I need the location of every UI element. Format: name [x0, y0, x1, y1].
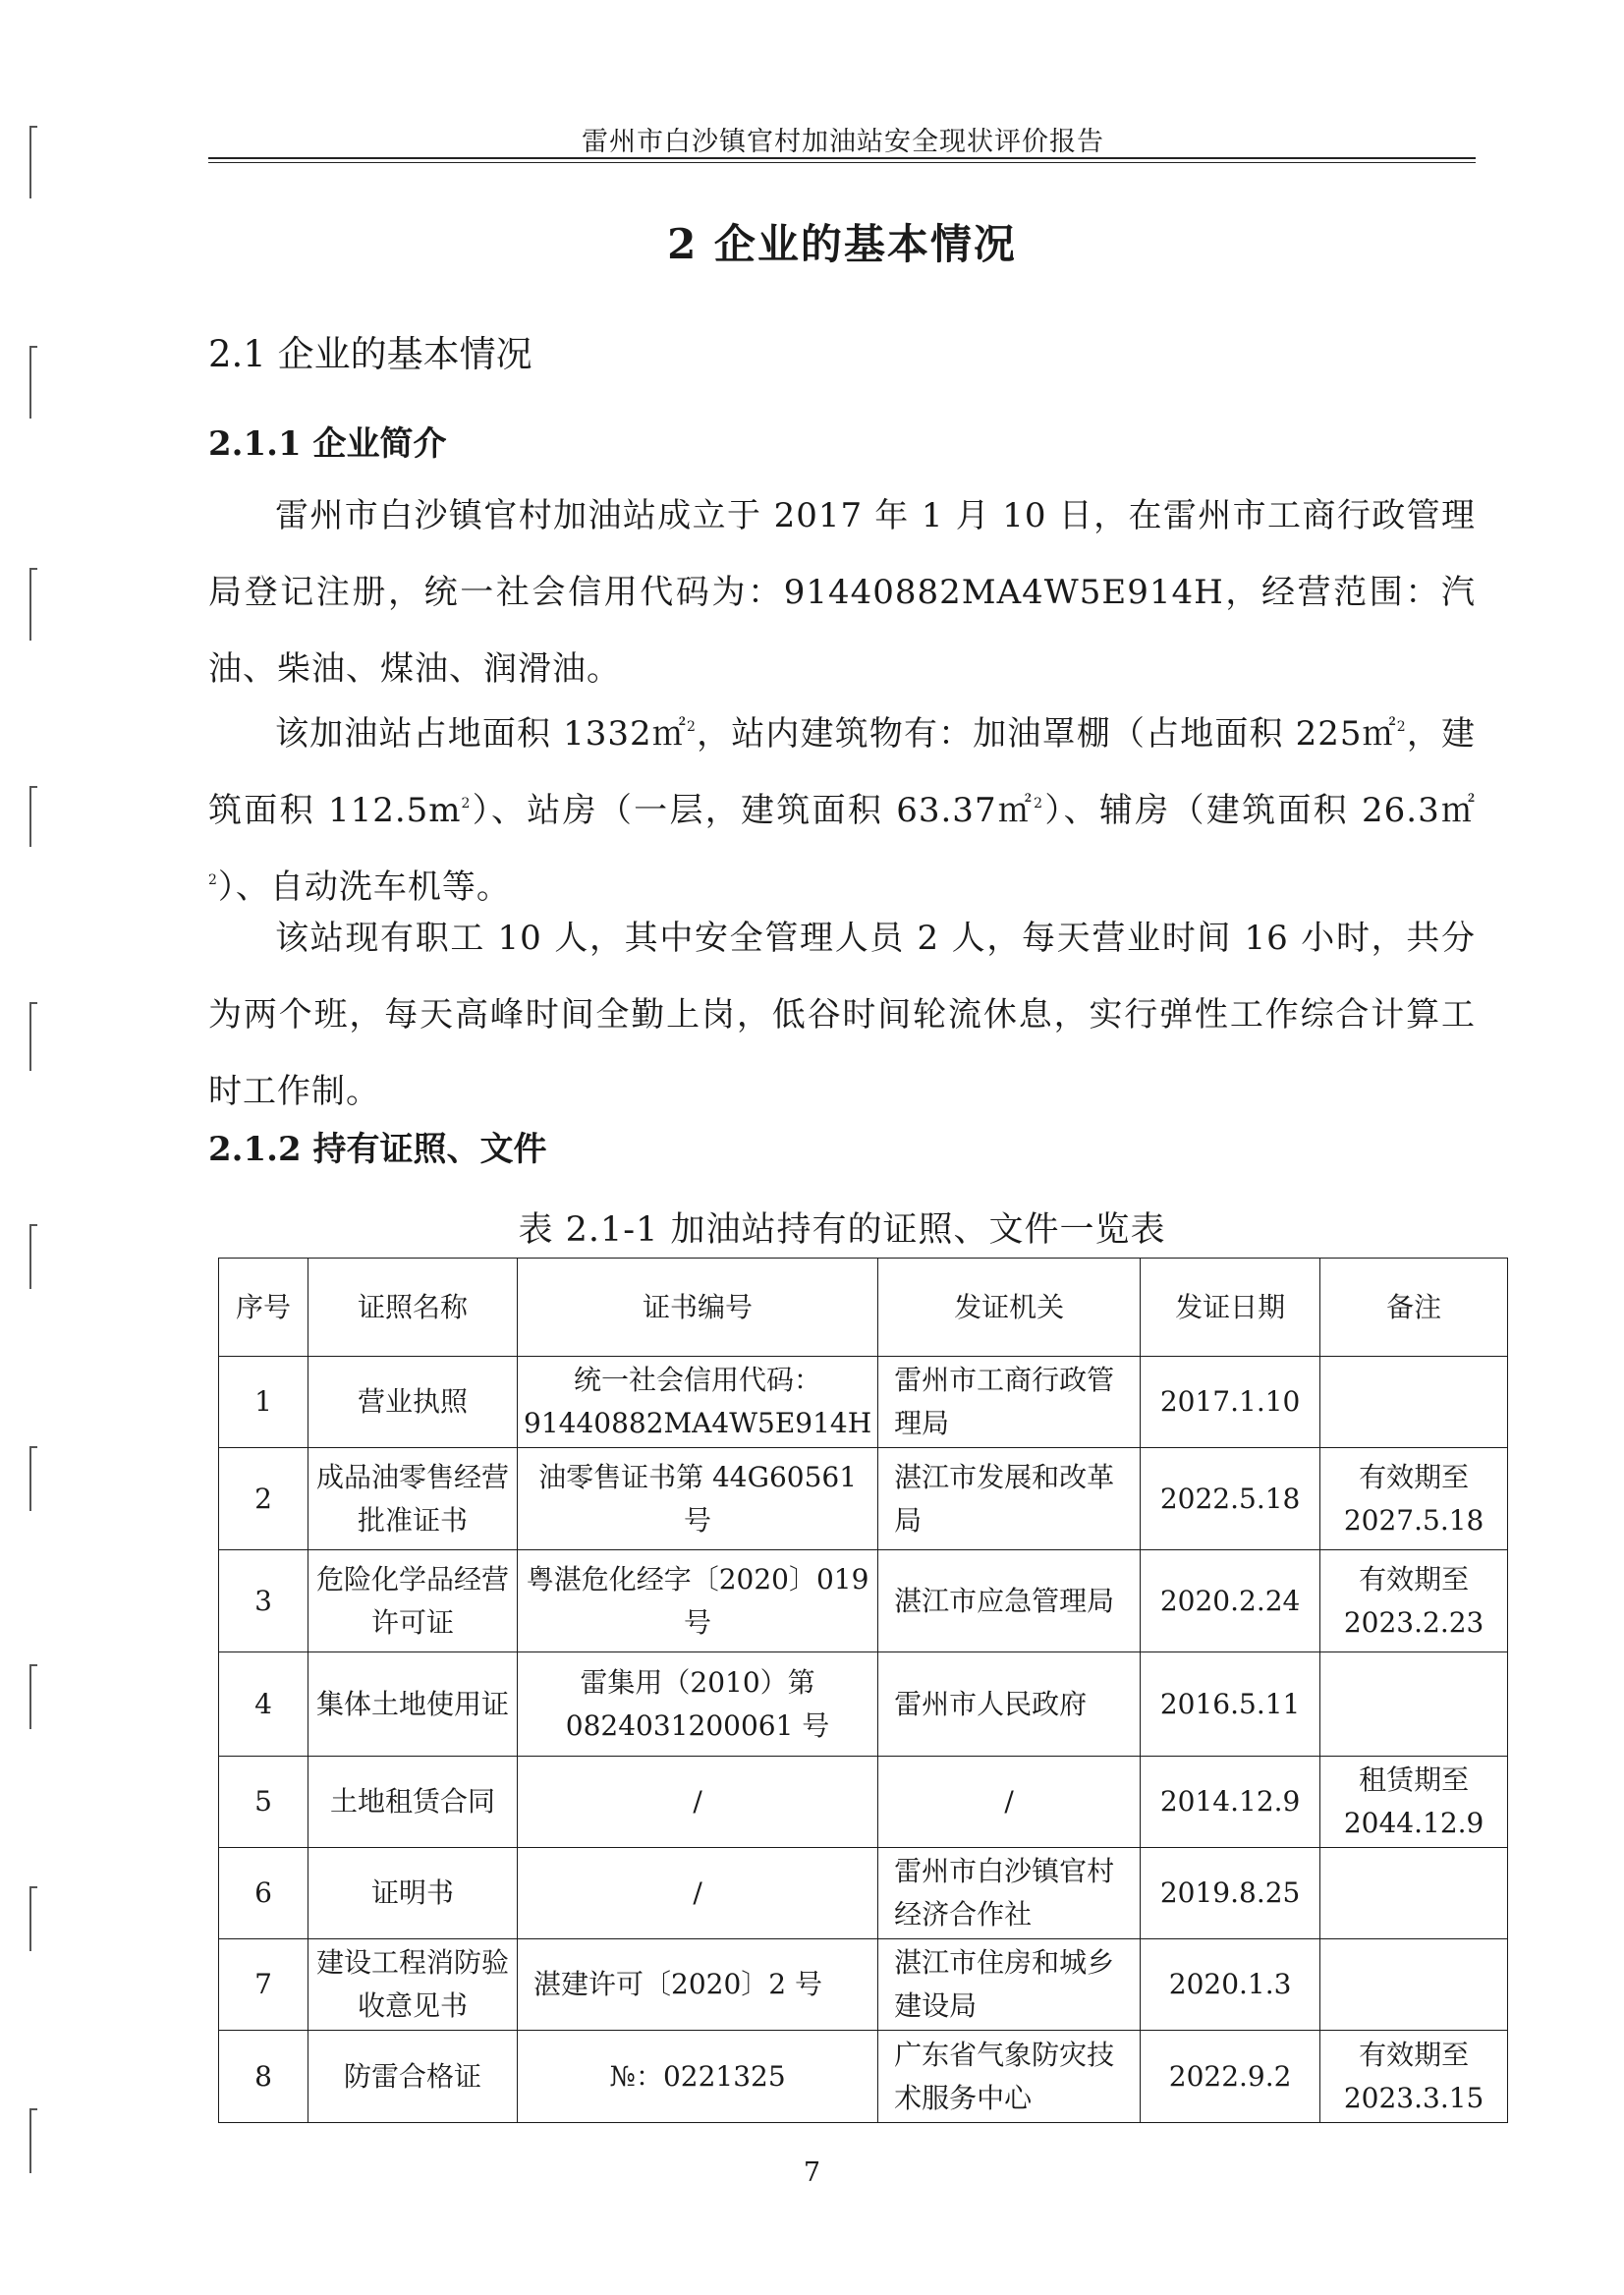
table-row [219, 1848, 1508, 1939]
binding-mark [29, 1664, 37, 1729]
table-cell: 2017.1.10 [1141, 1357, 1320, 1448]
section-heading: 2.1 企业的基本情况 [208, 333, 532, 375]
table-cell: 集体土地使用证 [308, 1652, 518, 1757]
binding-mark [29, 1224, 37, 1289]
table-cell: 5 [219, 1757, 308, 1848]
table-cell: 证明书 [308, 1848, 518, 1939]
table-cell: 统一社会信用代码：91440882MA4W5E914H [518, 1357, 878, 1448]
header-rule [208, 157, 1476, 163]
table-cell: 湛江市发展和改革局 [878, 1448, 1141, 1550]
table-cell: 2022.5.18 [1141, 1448, 1320, 1550]
table-cell: 4 [219, 1652, 308, 1757]
table-cell: 2016.5.11 [1141, 1652, 1320, 1757]
table-cell: 防雷合格证 [308, 2031, 518, 2123]
table-cell: 湛建许可〔2020〕2 号 [518, 1939, 878, 2031]
table-cell: 雷州市人民政府 [878, 1652, 1141, 1757]
paragraph: 该站现有职工 10 人，其中安全管理人员 2 人，每天营业时间 16 小时，共分为两个班，每天高峰时间全勤上岗，低谷时间轮流休息，实行弹性工作综合计算工时工作制。 [208, 919, 1476, 1111]
table-row [219, 1550, 1508, 1652]
table-cell: 3 [219, 1550, 308, 1652]
binding-mark [29, 346, 37, 419]
table-cell: 雷集用（2010）第 0824031200061 号 [518, 1652, 878, 1757]
paragraph: 雷州市白沙镇官村加油站成立于 2017 年 1 月 10 日，在雷州市工商行政管理局登记注册，统一社会信用代码为：91440882MA4W5E914H，经营范围：汽油、柴油、煤油、润滑油。 [208, 496, 1476, 689]
table-cell: 土地租赁合同 [308, 1757, 518, 1848]
header-cell: 证照名称 [308, 1259, 518, 1357]
table-cell: №：0221325 [518, 2031, 878, 2123]
subsection-heading: 2.1.1 企业简介 [208, 424, 447, 464]
table-row [219, 2031, 1508, 2123]
binding-mark [29, 1446, 37, 1511]
table-cell: 湛江市住房和城乡建设局 [878, 1939, 1141, 2031]
table-row [219, 1448, 1508, 1550]
binding-mark [29, 1886, 37, 1951]
table-cell: / [518, 1757, 878, 1848]
table-cell [1320, 1848, 1508, 1939]
header-cell: 证书编号 [518, 1259, 878, 1357]
table-cell: 租赁期至 2044.12.9 [1320, 1757, 1508, 1848]
table-cell: 有效期至 2023.3.15 [1320, 2031, 1508, 2123]
table-cell: 2020.1.3 [1141, 1939, 1320, 2031]
page-number: 7 [803, 2157, 821, 2188]
subsection-heading: 2.1.2 持有证照、文件 [208, 1130, 547, 1169]
table-cell: 有效期至 2023.2.23 [1320, 1550, 1508, 1652]
table-cell [1320, 1357, 1508, 1448]
table-cell: 雷州市白沙镇官村经济合作社 [878, 1848, 1141, 1939]
table-cell: / [878, 1757, 1141, 1848]
header-cell: 序号 [219, 1259, 308, 1357]
table-cell: 1 [219, 1357, 308, 1448]
table-cell: 粤湛危化经字〔2020〕019 号 [518, 1550, 878, 1652]
binding-mark [29, 568, 37, 641]
binding-mark [29, 126, 37, 198]
table-row [219, 1652, 1508, 1757]
table-cell: 2 [219, 1448, 308, 1550]
table-cell: 有效期至 2027.5.18 [1320, 1448, 1508, 1550]
table-cell: / [518, 1848, 878, 1939]
certificates-table [218, 1258, 1508, 2123]
header-cell: 发证机关 [878, 1259, 1141, 1357]
table-header-row [219, 1259, 1508, 1357]
table-cell [1320, 1652, 1508, 1757]
binding-mark [29, 1002, 37, 1071]
paragraph: 该加油站占地面积 1332㎡$^2$，站内建筑物有：加油罩棚（占地面积 225㎡$^2$，建筑面积 $112.5m^2$）、站房（一层，建筑面积 63.37㎡$^2$）、辅房（建筑面积 26.3㎡$^2$）、自动洗车机等。 [208, 714, 1477, 907]
table-cell [1320, 1939, 1508, 2031]
table-cell: 营业执照 [308, 1357, 518, 1448]
header-cell: 备注 [1320, 1259, 1508, 1357]
table-cell: 建设工程消防验收意见书 [308, 1939, 518, 2031]
table-cell: 8 [219, 2031, 308, 2123]
table-cell: 2020.2.24 [1141, 1550, 1320, 1652]
table-cell: 2014.12.9 [1141, 1757, 1320, 1848]
table-cell: 成品油零售经营批准证书 [308, 1448, 518, 1550]
table-cell: 2019.8.25 [1141, 1848, 1320, 1939]
table-row [219, 1939, 1508, 2031]
table-cell: 雷州市工商行政管理局 [878, 1357, 1141, 1448]
table-caption: 表 2.1-1 加油站持有的证照、文件一览表 [518, 1210, 1166, 1250]
table-cell: 广东省气象防灾技术服务中心 [878, 2031, 1141, 2123]
table-cell: 危险化学品经营许可证 [308, 1550, 518, 1652]
running-header: 雷州市白沙镇官村加油站安全现状评价报告 [582, 127, 1104, 157]
binding-mark [29, 786, 37, 847]
table-cell: 湛江市应急管理局 [878, 1550, 1141, 1652]
header-cell: 发证日期 [1141, 1259, 1320, 1357]
table-cell: 油零售证书第 44G60561 号 [518, 1448, 878, 1550]
table-row [219, 1357, 1508, 1448]
table-row [219, 1757, 1508, 1848]
table-cell: 7 [219, 1939, 308, 2031]
chapter-title: 2 企业的基本情况 [667, 220, 1017, 268]
table-cell: 2022.9.2 [1141, 2031, 1320, 2123]
table-cell: 6 [219, 1848, 308, 1939]
